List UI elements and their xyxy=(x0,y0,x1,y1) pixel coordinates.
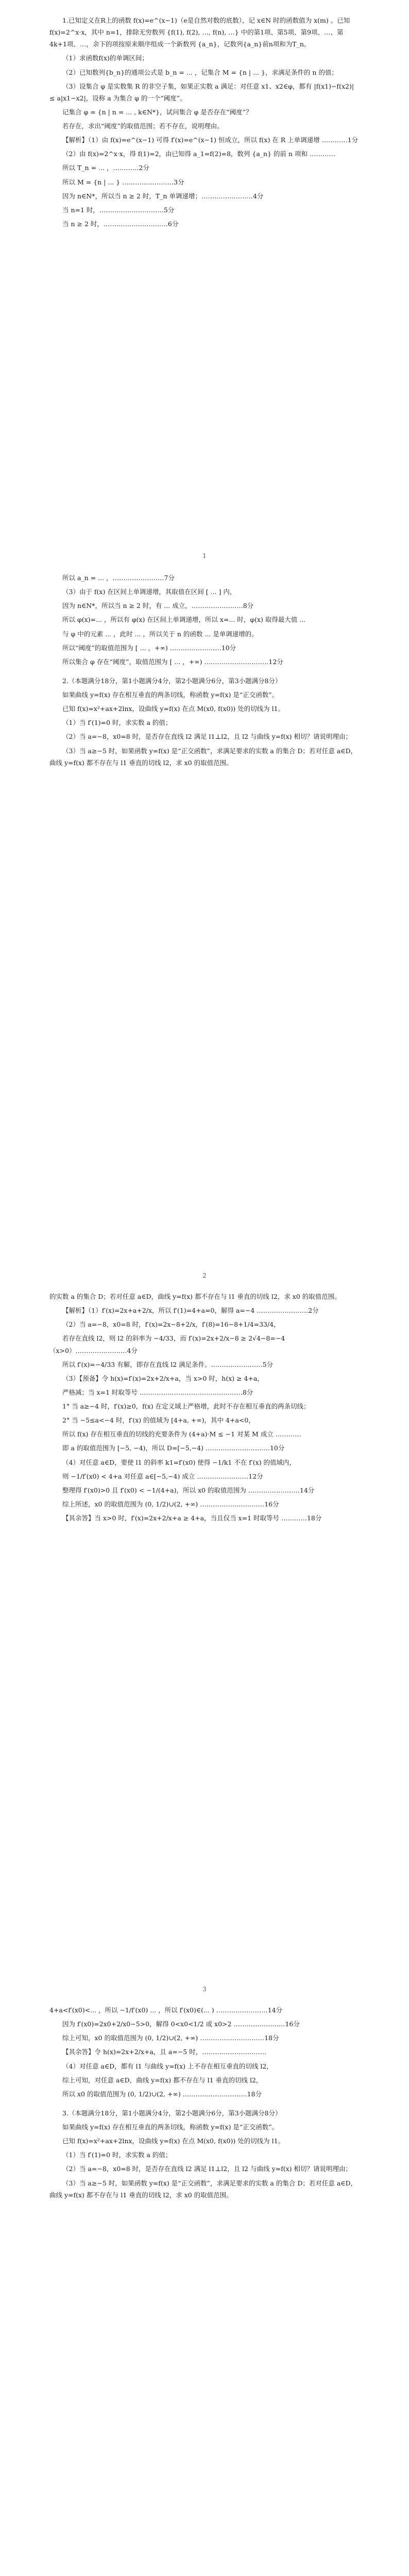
paragraph: （1）求函数f(x)的单调区间； xyxy=(62,54,148,62)
paragraph: （3）当 a≥−5 时，如果函数 y=f(x) 是“正交函数”，求满足要求的实数 a 的集合 D；若对任意 a∈D，曲线 y=f(x) 都不存在与 l1 垂直的切线 l2，求 x0 的取值范围。 xyxy=(49,2179,357,2199)
paragraph: 若存在直线 l2，则 l2 的斜率为 −4/33，而 f′(x)=2x+2/x−8 ≥ 2√4−8=−4（x>0）……………………4分 xyxy=(49,1334,285,1354)
paragraph: （2）由 f(x)=2^x·x，得 f(1)=2，由已知得 a_1=f(2)=8，数列 {a_n} 的前 n 项和 ………… xyxy=(62,150,335,158)
paragraph: 所以 f(x) 存在相互垂直的切线的充要条件为 (4+a)·M ≤ −1 对某 M 成立 ………… xyxy=(62,1430,301,1438)
paragraph: 所以 M = {n | ... } ……………………3分 xyxy=(62,178,184,186)
solution-paragraph: 【解析】（1）由 f(x)=e^(x−1) 可得 f′(x)=e^(x−1) 恒成立，所以 f(x) 在 R 上单调递增 …………1分 xyxy=(62,136,359,144)
document-page-3 xyxy=(0,1291,409,1996)
paragraph: 则 −1/f′(x0) < 4+a 对任意 a∈[−5,−4) 成立 ……………………12分 xyxy=(62,1472,263,1480)
paragraph: 与 φ 中的元素 ... ，此时 ... ，所以关于 n 的函数 ... 是单调递增的。 xyxy=(62,630,258,638)
paragraph: 当 n ≥ 2 时，…………………………6分 xyxy=(62,219,179,228)
paragraph: 综上可知，对任意 a∈D，曲线 y=f(x) 都不存在与 l1 垂直的切线 l2， xyxy=(62,2076,263,2084)
paragraph: 即 a 的取值范围为 [−5, −4)，所以 D=[−5,−4) …………………………10分 xyxy=(62,1444,285,1452)
document-page-2 xyxy=(0,572,409,1283)
paragraph: 1.已知定义在R上的函数 f(x)=e^(x−1)（e是自然对数的底数），记 x∈N 时的函数值为 x(m) 。已知 f(x)=2^x·x，其中 n=1，排除无穷数列 {f(1), f(2), …, f(n), …} 中的第1项、第5项、第9项、…、第4k+1项、…，余下的项按原来顺序组成一个新数列 {a_n}，记数列{a_n}前n项和为T_n。 xyxy=(49,16,350,48)
paragraph: （2）当 a=−8，x0=8 时，f′(x)=2x−8+2/x，f′(8)=16−8+1/4=33/4， xyxy=(62,1320,280,1329)
paragraph: 1° 当 a≥−4 时，f′(x)≥0，f(x) 在定义域上严格增，此时不存在相互垂直的两条切线； xyxy=(62,1402,310,1410)
paragraph: 因为 f′(x0)=2x0+2/x0−5>0，解得 0<x0<1/2 或 x0>2 ……………………16分 xyxy=(62,2020,300,2028)
paragraph: 若存在，求出“阈度”的取值范围；若不存在，说明理由。 xyxy=(62,122,224,130)
paragraph: （2）已知数列{b_n}的通项公式是 b_n = ... ，记集合 M = {n | ... }，求满足条件的 n 的值； xyxy=(62,68,338,76)
paragraph: 的实数 a 的集合 D；若对任意 a∈D，曲线 y=f(x) 都不存在与 l1 垂直的切线 l2，求 x0 的取值范围。 xyxy=(49,1293,341,1300)
paragraph: 因为 n∈N*，所以当 n ≥ 2 时，有 ... 成立，……………………8分 xyxy=(62,602,254,610)
paragraph: （3）【预备】令 h(x)=f′(x)=2x+2/x+a，当 x>0 时，h(x) ≥ 4+a， xyxy=(62,1374,264,1382)
document-page-4 xyxy=(0,2004,409,2576)
paragraph: （2）当 a=−8，x0=8 时，是否存在直线 l2 满足 l1⊥l2，且 l2 与曲线 y=f(x) 相切？请说明理由； xyxy=(62,2165,352,2173)
paragraph: （4）对任意 a∈D，都有 l1 与曲线 y=f(x) 上不存在相互垂直的切线 l2， xyxy=(62,2062,273,2070)
paragraph: 所以 φ(x)=... ，所以有 φ(x) 在区间上单调递增，所以 x=... 时，φ(x) 取得最大值 ... xyxy=(62,616,306,624)
paragraph: 4+a<f′(x0)<... ，所以 −1/f′(x0) ... ，所以 f′(x0)∈(... ) ……………………14分 xyxy=(49,2006,283,2014)
paragraph: 记集合 φ = {n | n = ... , k∈N*}，试问集合 φ 是否存在“阈度”？ xyxy=(62,108,252,116)
paragraph: （1）当 f′(1)=0 时，求实数 a 的值； xyxy=(62,719,172,727)
paragraph: 所以 T_n = ... ，…………2分 xyxy=(62,164,149,172)
paragraph: 所以“阈度”的取值范围为 [ ... ，+∞) ……………………10分 xyxy=(62,643,236,652)
paragraph: 因为 n∈N*，所以当 n ≥ 2 时，T_n 单调递增；……………………4分 xyxy=(62,192,264,200)
paragraph: 如果曲线 y=f(x) 存在相互垂直的两条切线，称函数 y=f(x) 是“正交函数”。 xyxy=(62,691,279,699)
paragraph: 【其余答】令 h(x)=2x+2/x+a，且 a=−5 时，………………………… xyxy=(62,2048,267,2056)
page-number: 2 xyxy=(202,1272,207,1279)
paragraph: 综上所述，x0 的取值范围为 (0, 1/2)∪(2, +∞) …………………………16分 xyxy=(62,1500,279,1508)
paragraph: 所以集合 φ 存在“阈度”，取值范围为 [ ... ，+∞) …………………………12分 xyxy=(62,657,283,666)
paragraph: 【其余答】当 x>0 时，f′(x)=2x+2/x+a ≥ 4+a，当且仅当 x=1 时取等号 …………18分 xyxy=(62,1514,322,1522)
paragraph: （4）对任意 a∈D，要使 l1 的斜率 k1=f′(x0) 使得 −1/k1 不在 f′(x) 的值域内， xyxy=(62,1458,296,1466)
paragraph: （3）由于 f(x) 在区间上单调递增，其取值在区间 [ ... ] 内， xyxy=(62,588,236,596)
document-page-1 xyxy=(0,14,409,565)
paragraph: （2）当 a=−8，x0=8 时，是否存在直线 l2 满足 l1⊥l2，且 l2 与曲线 y=f(x) 相切？请说明理由； xyxy=(62,733,352,741)
paragraph: 如果曲线 y=f(x) 存在相互垂直的两条切线，称函数 y=f(x) 是“正交函数”。 xyxy=(62,2123,279,2131)
paragraph: 当 n=1 时，…………………………5分 xyxy=(62,206,175,214)
question-heading: 3.（本题满分18分，第1小题满分4分，第2小题满分6分，第3小题满分8分） xyxy=(62,2109,282,2117)
paragraph: 2° 当 −5≤a<−4 时，f′(x) 的值域为 [4+a, +∞)，其中 4+a<0， xyxy=(62,1416,255,1425)
paragraph: 所以 a_n = ... ，……………………7分 xyxy=(62,574,175,582)
solution-paragraph: 【解析】（1）f′(x)=2x+a+2/x，所以 f′(1)=4+a=0，解得 a=−4 ……………………2分 xyxy=(62,1307,319,1315)
paragraph: 已知 f(x)=x²+ax+2lnx，设曲线 y=f(x) 在点 M(x0, f(x0)) 处的切线为 l1。 xyxy=(62,705,285,713)
paragraph: 整理得 f′(x0)>0 且 f′(x0) < −1/(4+a)，所以 x0 的取值范围为 ……………………14分 xyxy=(62,1486,315,1494)
paragraph: 所以 x0 的取值范围为 (0, 1/2)∪(2, +∞) …………………………18分 xyxy=(62,2090,262,2098)
page-number: 3 xyxy=(202,1986,207,1993)
paragraph: 所以 f′(x)=−4/33 有解，即存在直线 l2 满足条件。……………………5分 xyxy=(62,1360,274,1368)
paragraph: （3）当 a≥−5 时，如果函数 y=f(x) 是“正交函数”，求满足要求的实数 a 的集合 D；若对任意 a∈D，曲线 y=f(x) 都不存在与 l1 垂直的切线 l2，求 x0 的取值范围。 xyxy=(49,747,357,767)
paragraph: （1）当 f′(1)=0 时，求实数 a 的值； xyxy=(62,2151,172,2159)
paragraph: 已知 f(x)=x²+ax+2lnx，设曲线 y=f(x) 在点 M(x0, f(x0)) 处的切线为 l1。 xyxy=(62,2137,285,2145)
question-heading: 2.（本题满分18分，第1小题满分4分，第2小题满分6分，第3小题满分8分） xyxy=(62,676,282,685)
paragraph: 综上可知，x0 的取值范围为 (0, 1/2)∪(2, +∞) …………………………18分 xyxy=(62,2034,279,2042)
paragraph: 严格减；当 x=1 时取等号 …………………………………………8分 xyxy=(62,1388,253,1396)
page-number: 1 xyxy=(202,552,207,560)
paragraph: （3）设集合 φ 是实数集 R 的非空子集，如果正实数 a 满足：对任意 x1、x2∈φ，都有 |f(x1)−f(x2)| ≤ a|x1−x2|，设称 a 为集合 φ 的一个“阈度”。 xyxy=(49,82,354,102)
